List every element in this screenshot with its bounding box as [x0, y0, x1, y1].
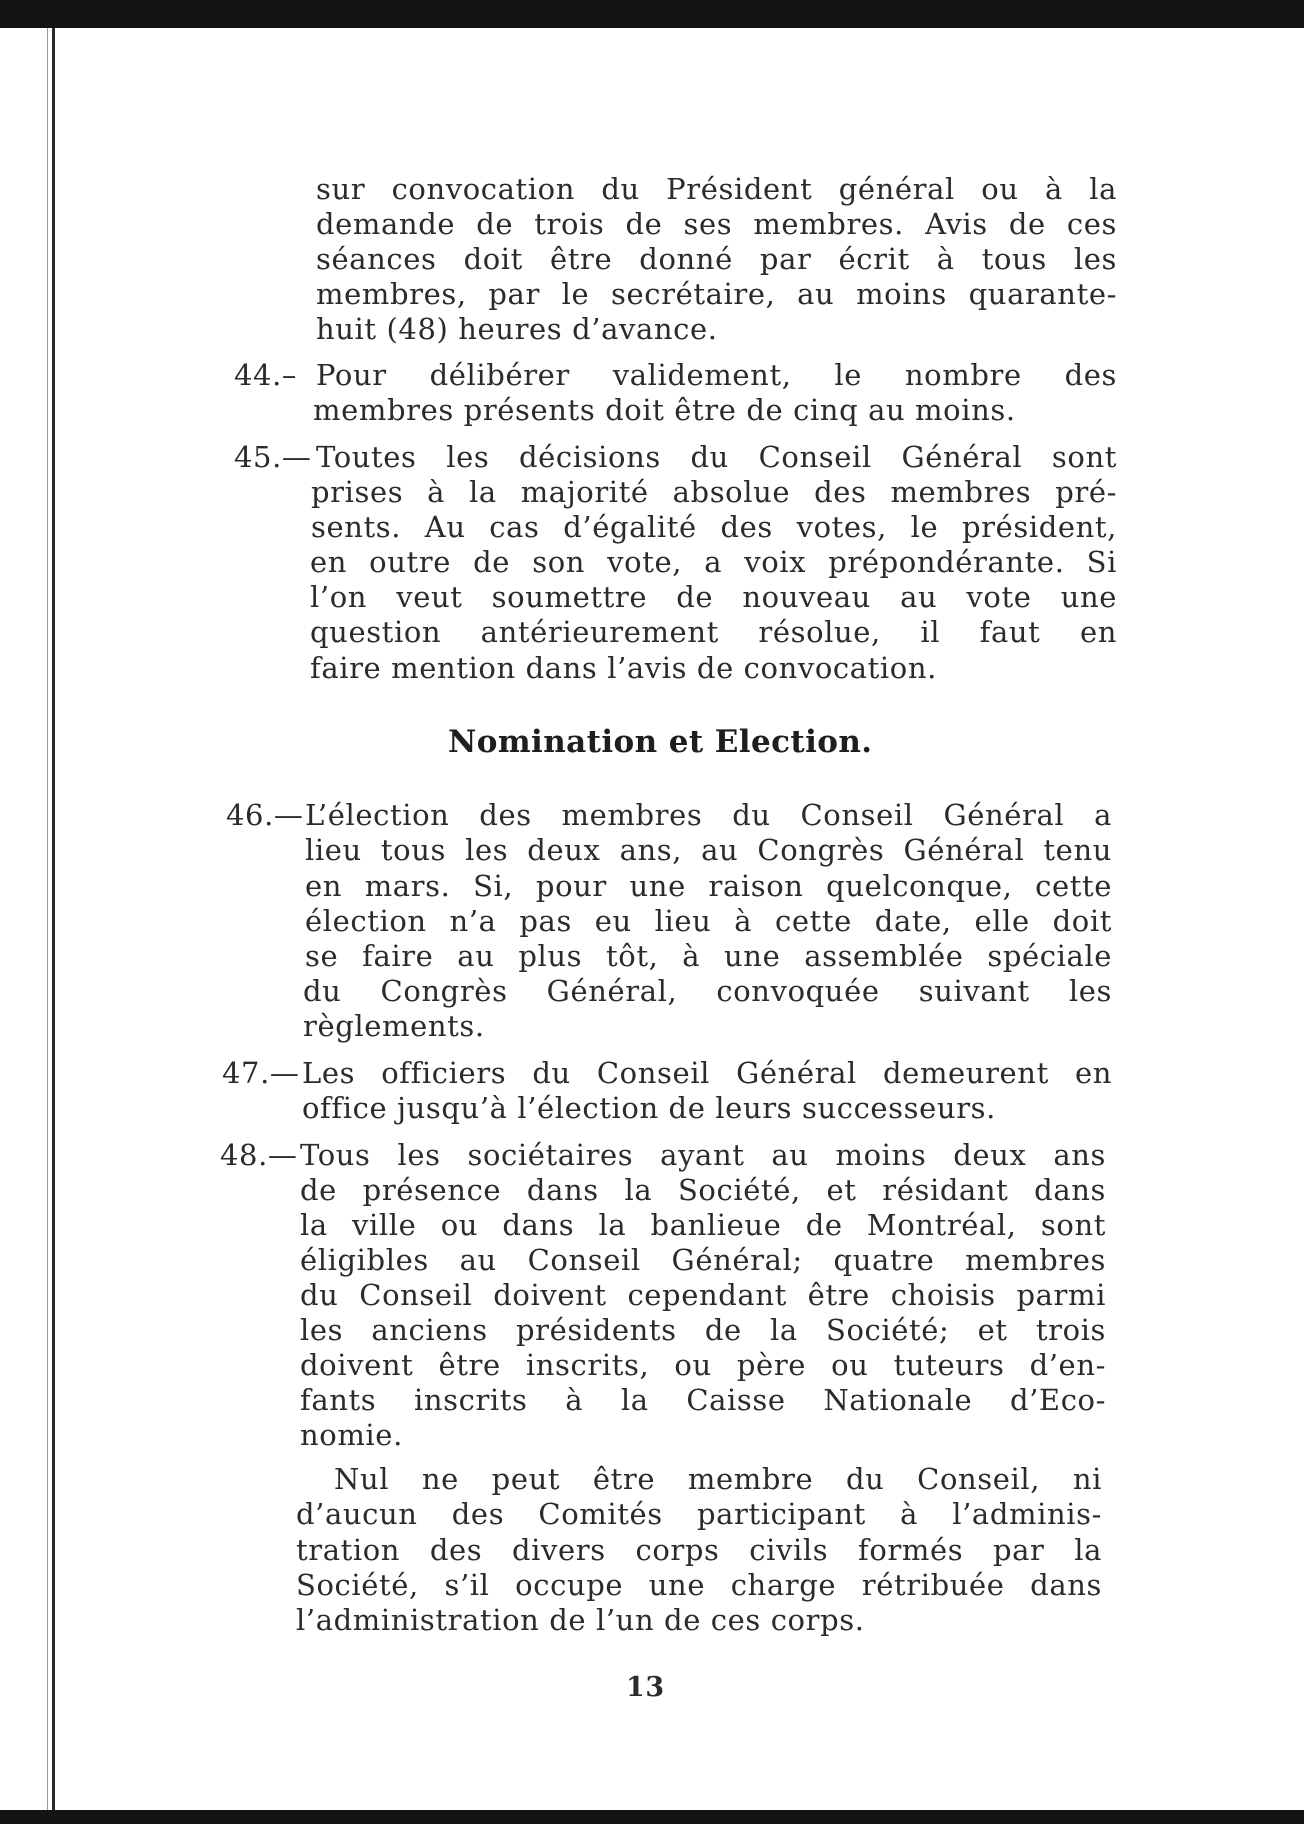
- text-line: les anciens présidents de la Société; et trois: [300, 1313, 1106, 1347]
- text-line: membres, par le secrétaire, au moins quarante-: [316, 277, 1117, 311]
- text-line: prises à la majorité absolue des membres pré-: [311, 475, 1117, 509]
- article-number: 44.–: [234, 358, 298, 392]
- article-number: 48.—: [220, 1138, 298, 1172]
- text-line: du Conseil doivent cependant être choisis parmi: [300, 1278, 1106, 1312]
- text-line: éligibles au Conseil Général; quatre membres: [300, 1243, 1106, 1277]
- text-line: demande de trois de ses membres. Avis de ces: [316, 207, 1117, 241]
- text-line: lieu tous les deux ans, au Congrès Général tenu: [305, 833, 1112, 867]
- text-line: de présence dans la Société, et résidant dans: [300, 1173, 1106, 1207]
- text-line: séances doit être donné par écrit à tous les: [316, 242, 1117, 276]
- text-line: sur convocation du Président général ou à la: [316, 172, 1117, 206]
- text-line: Toutes les décisions du Conseil Général sont: [316, 440, 1117, 474]
- article-number: 47.—: [222, 1056, 300, 1090]
- text-line: L’élection des membres du Conseil Général a: [305, 798, 1112, 832]
- text-line: Nul ne peut être membre du Conseil, ni: [334, 1462, 1102, 1496]
- text-line: sents. Au cas d’égalité des votes, le président,: [311, 510, 1117, 544]
- text-line: en mars. Si, pour une raison quelconque, cette: [305, 869, 1112, 903]
- text-line: office jusqu’à l’élection de leurs successeurs.: [302, 1091, 996, 1125]
- text-line: élection n’a pas eu lieu à cette date, elle doit: [305, 904, 1112, 938]
- text-line: en outre de son vote, a voix prépondérante. Si: [310, 545, 1117, 579]
- text-line: la ville ou dans la banlieue de Montréal, sont: [300, 1208, 1106, 1242]
- text-line: Pour délibérer validement, le nombre des: [316, 358, 1117, 392]
- page-number: 13: [626, 1672, 665, 1703]
- text-line: nomie.: [300, 1418, 403, 1452]
- text-line: l’administration de l’un de ces corps.: [296, 1603, 865, 1637]
- scan-bottom-border: [0, 1810, 1304, 1824]
- text-line: du Congrès Général, convoquée suivant les: [303, 974, 1112, 1008]
- text-line: Tous les sociétaires ayant au moins deux ans: [300, 1138, 1106, 1172]
- text-line: se faire au plus tôt, à une assemblée spéciale: [305, 939, 1112, 973]
- text-line: doivent être inscrits, ou père ou tuteurs d’en-: [300, 1348, 1106, 1382]
- text-line: Les officiers du Conseil Général demeurent en: [302, 1056, 1112, 1090]
- text-line: huit (48) heures d’avance.: [316, 312, 718, 346]
- article-number: 45.—: [234, 440, 312, 474]
- text-line: membres présents doit être de cinq au moins.: [313, 393, 1016, 427]
- text-line: d’aucun des Comités participant à l’adminis-: [296, 1497, 1102, 1531]
- text-line: question antérieurement résolue, il faut en: [310, 615, 1117, 649]
- text-line: fants inscrits à la Caisse Nationale d’Eco-: [300, 1383, 1106, 1417]
- text-line: l’on veut soumettre de nouveau au vote une: [310, 580, 1117, 614]
- section-heading: Nomination et Election.: [448, 724, 873, 760]
- text-line: règlements.: [303, 1009, 485, 1043]
- text-line: faire mention dans l’avis de convocation.: [310, 651, 937, 685]
- article-number: 46.—: [226, 798, 304, 832]
- text-line: Société, s’il occupe une charge rétribuée dans: [296, 1568, 1102, 1602]
- text-line: tration des divers corps civils formés par la: [296, 1533, 1102, 1567]
